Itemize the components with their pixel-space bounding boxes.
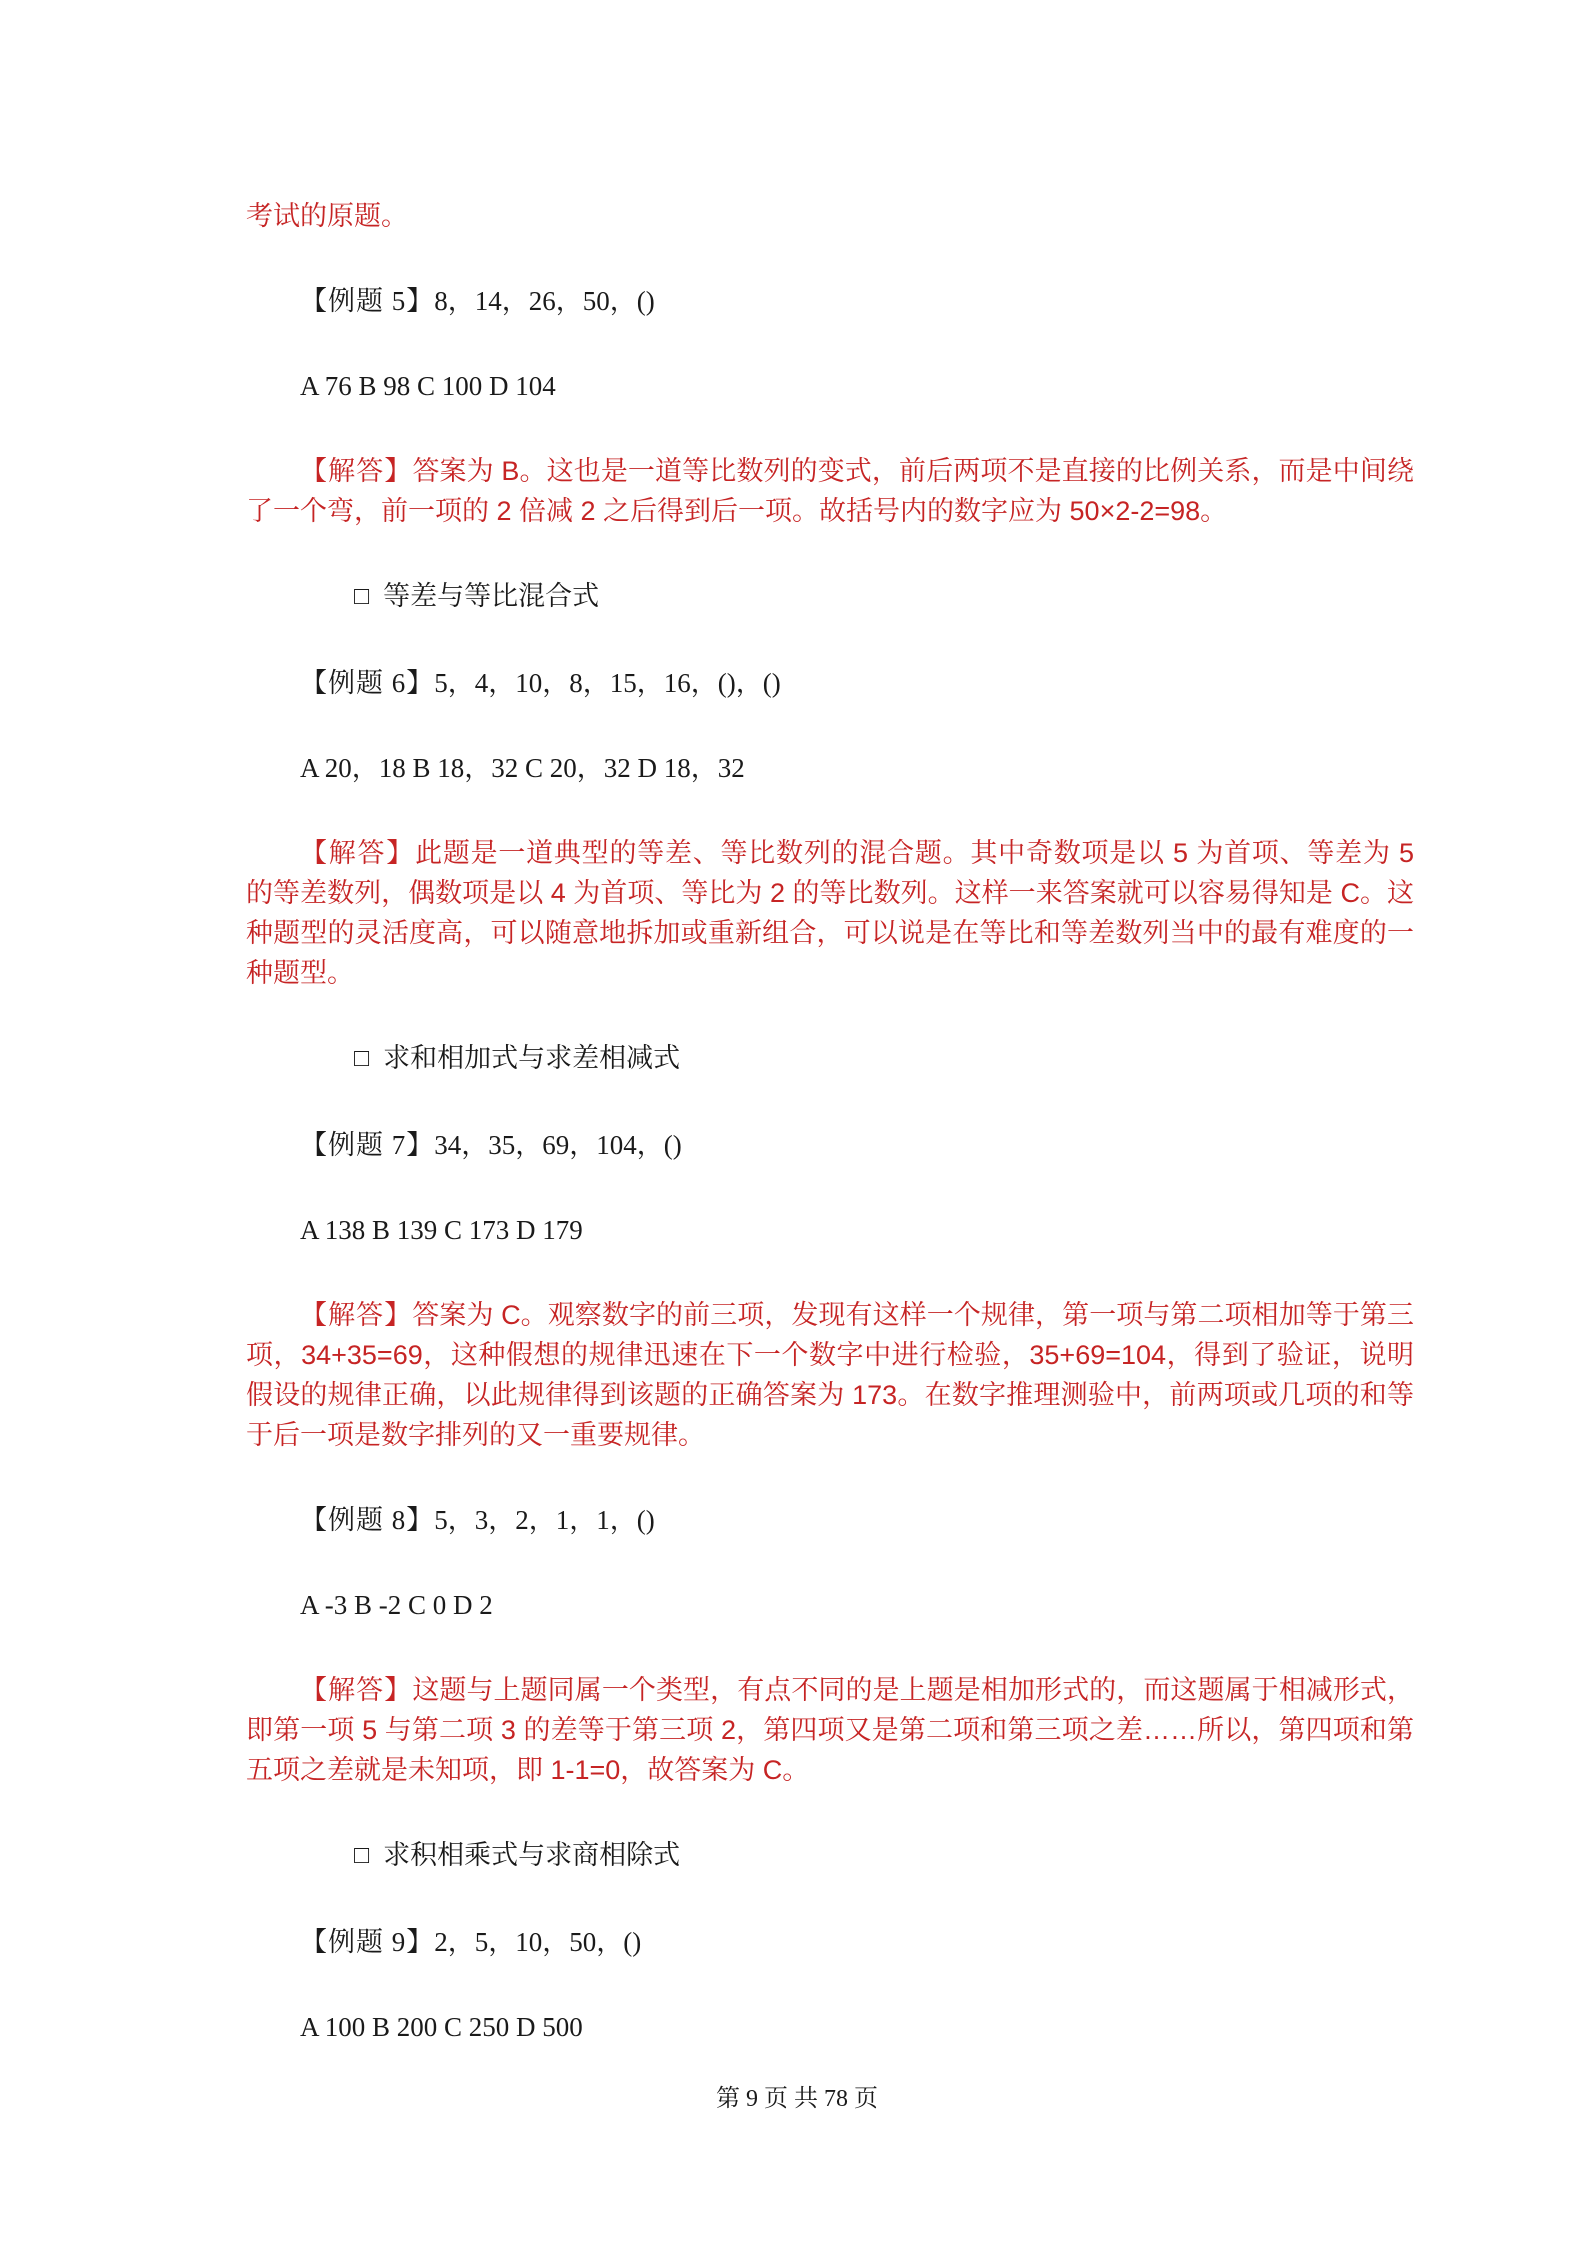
square-bullet-icon: □ bbox=[354, 1045, 370, 1072]
section-heading-mixed-series-label: 等差与等比混合式 bbox=[383, 581, 600, 611]
question-7-answer-text: 答案为 C。观察数字的前三项，发现有这样一个规律，第一项与第二项相加等于第三项，34+35=69，这种假想的规律迅速在下一个数字中进行检验，35+69=104，得到了验证，说明假设的规律正确，以此规律得到该题的正确答案为 173。在数字推理测验中，前两项或几项的和等于后一项是数字排列的又一重要规律。 bbox=[246, 1300, 1415, 1450]
question-8-answer bbox=[246, 1670, 1414, 1790]
question-6-sequence: 5，4，10，8，15，16，()，() bbox=[434, 668, 781, 698]
square-bullet-icon: □ bbox=[354, 583, 370, 610]
question-8-sequence: 5，3，2，1，1，() bbox=[434, 1505, 655, 1535]
page-footer: 第 9 页 共 78 页 bbox=[716, 2086, 878, 2112]
question-7-options: A 138 B 139 C 173 D 179 bbox=[300, 1215, 583, 1245]
question-7-label: 【例题 7】 bbox=[300, 1130, 435, 1160]
question-7-answer-label: 【解答】 bbox=[300, 1300, 413, 1330]
question-5-answer-text: 答案为 B。这也是一道等比数列的变式，前后两项不是直接的比例关系，而是中间绕了一个弯，前一项的 2 倍减 2 之后得到后一项。故括号内的数字应为 50×2-2=98。 bbox=[246, 456, 1414, 526]
intro-text: 考试的原题。 bbox=[246, 201, 408, 231]
square-bullet-icon: □ bbox=[354, 1842, 370, 1869]
question-5-answer-label: 【解答】 bbox=[300, 456, 413, 486]
question-6-label: 【例题 6】 bbox=[300, 668, 435, 698]
question-6-answer bbox=[246, 833, 1414, 993]
question-9-options: A 100 B 200 C 250 D 500 bbox=[300, 2012, 583, 2042]
question-9-label: 【例题 9】 bbox=[300, 1927, 435, 1957]
question-7 bbox=[246, 1125, 1414, 1165]
question-8 bbox=[246, 1500, 1414, 1540]
question-5-label: 【例题 5】 bbox=[300, 286, 435, 316]
question-8-options: A -3 B -2 C 0 D 2 bbox=[300, 1590, 493, 1620]
question-8-label: 【例题 8】 bbox=[300, 1505, 435, 1535]
question-6-options: A 20，18 B 18，32 C 20，32 D 18，32 bbox=[300, 753, 745, 783]
question-8-answer-text: 这题与上题同属一个类型，有点不同的是上题是相加形式的，而这题属于相减形式，即第一项 5 与第二项 3 的差等于第三项 2，第四项又是第二项和第三项之差……所以，第四项和第五项之差就是未知项，即 1-1=0，故答案为 C。 bbox=[246, 1675, 1415, 1785]
section-heading-sum-difference-label: 求和相加式与求差相减式 bbox=[383, 1043, 681, 1073]
section-heading-product-quotient-label: 求积相乘式与求商相除式 bbox=[383, 1840, 681, 1870]
question-5-sequence: 8，14，26，50，() bbox=[434, 286, 655, 316]
question-6 bbox=[246, 663, 1414, 703]
section-heading-sum-difference bbox=[246, 1038, 1414, 1080]
question-6-answer-text: 此题是一道典型的等差、等比数列的混合题。其中奇数项是以 5 为首项、等差为 5 的等差数列，偶数项是以 4 为首项、等比为 2 的等比数列。这样一来答案就可以容易得知是 C。这种题型的灵活度高，可以随意地拆加或重新组合，可以说是在等比和等差数列当中的最有难度的一种题型。 bbox=[246, 838, 1414, 988]
question-5 bbox=[246, 281, 1414, 321]
question-6-answer-label: 【解答】 bbox=[300, 838, 416, 868]
question-8-answer-label: 【解答】 bbox=[300, 1675, 413, 1705]
question-7-sequence: 34，35，69，104，() bbox=[434, 1130, 682, 1160]
question-5-answer bbox=[246, 451, 1414, 531]
question-7-answer bbox=[246, 1295, 1414, 1455]
question-9-sequence: 2，5，10，50，() bbox=[434, 1927, 642, 1957]
section-heading-product-quotient bbox=[246, 1835, 1414, 1877]
section-heading-mixed-series bbox=[246, 576, 1414, 618]
question-9 bbox=[246, 1922, 1414, 1962]
question-5-options: A 76 B 98 C 100 D 104 bbox=[300, 371, 556, 401]
